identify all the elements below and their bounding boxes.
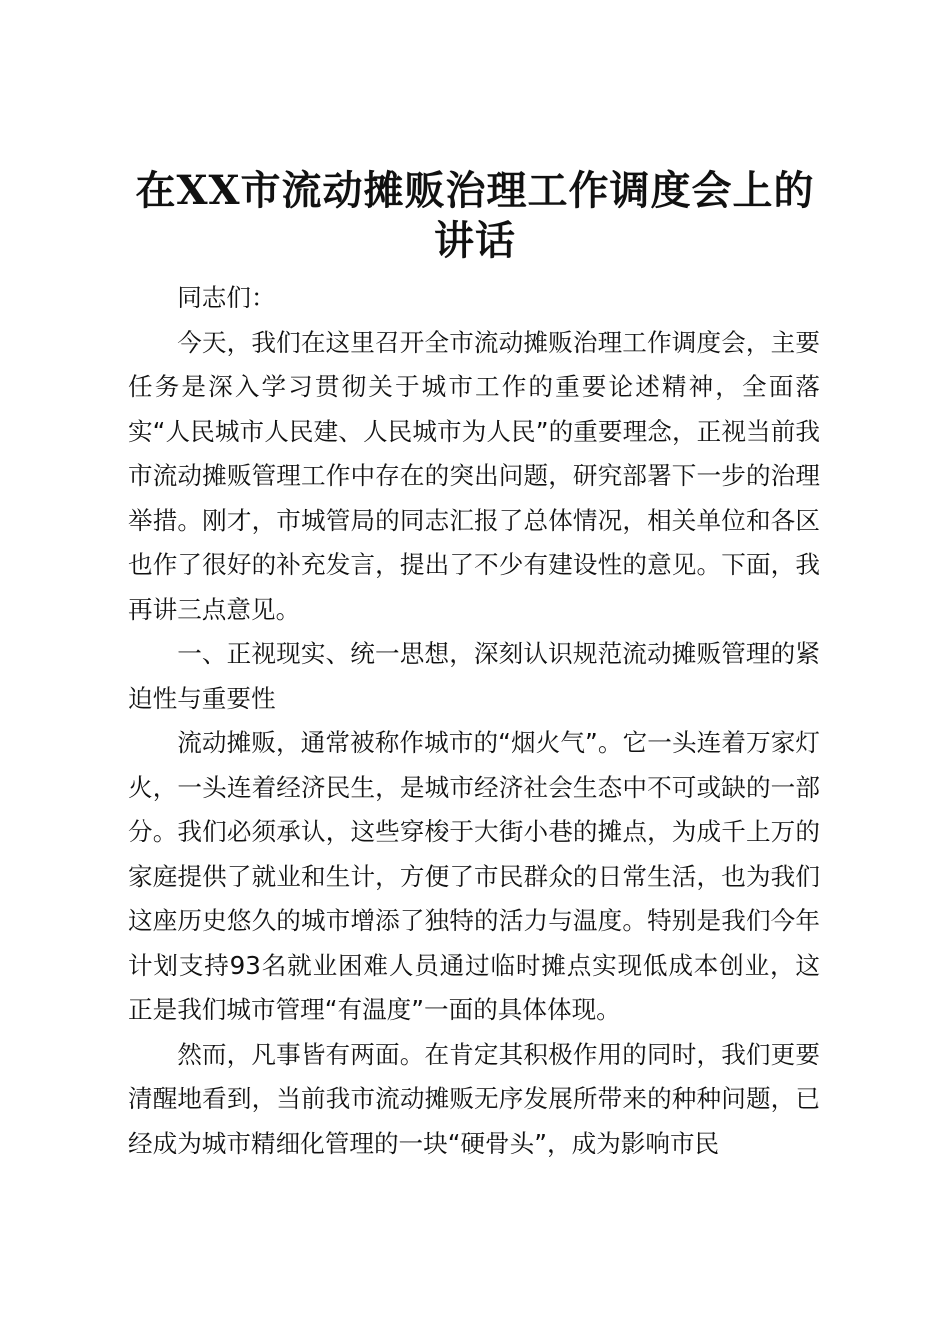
intro-paragraph: 今天，我们在这里召开全市流动摊贩治理工作调度会，主要任务是深入学习贯彻关于城市工作的重要论述精神，全面落实“人民城市人民建、人民城市为人民”的重要理念，正视当前我市流动摊贩管理工作中存在的突出问题，研究部署下一步的治理举措。刚才，市城管局的同志汇报了总体情况，相关单位和各区也作了很好的补充发言，提出了不少有建设性的意见。下面，我再讲三点意见。 [128, 327, 820, 624]
body-paragraph: 然而，凡事皆有两面。在肯定其积极作用的同时，我们更要清醒地看到，当前我市流动摊贩无序发展所带来的种种问题，已经成为城市精细化管理的一块“硬骨头”，成为影响市民 [128, 1039, 820, 1158]
document-body [128, 276, 820, 1166]
salutation-paragraph: 同志们： [177, 283, 276, 312]
title-line-2: 讲话 [434, 217, 516, 264]
section-heading-1: 一、正视现实、统一思想，深刻认识规范流动摊贩管理的紧迫性与重要性 [128, 639, 820, 713]
body-paragraph: 流动摊贩，通常被称作城市的“烟火气”。它一头连着万家灯火，一头连着经济民生，是城市经济社会生态中不可或缺的一部分。我们必须承认，这些穿梭于大街小巷的摊点，为成千上万的家庭提供了就业和生计，方便了市民群众的日常生活，也为我们这座历史悠久的城市增添了独特的活力与温度。特别是我们今年计划支持93名就业困难人员通过临时摊点实现低成本创业，这正是我们城市管理“有温度”一面的具体体现。 [128, 728, 820, 1024]
document-title [100, 166, 850, 266]
title-line-1: 在XX市流动摊贩治理工作调度会上的 [135, 167, 815, 214]
